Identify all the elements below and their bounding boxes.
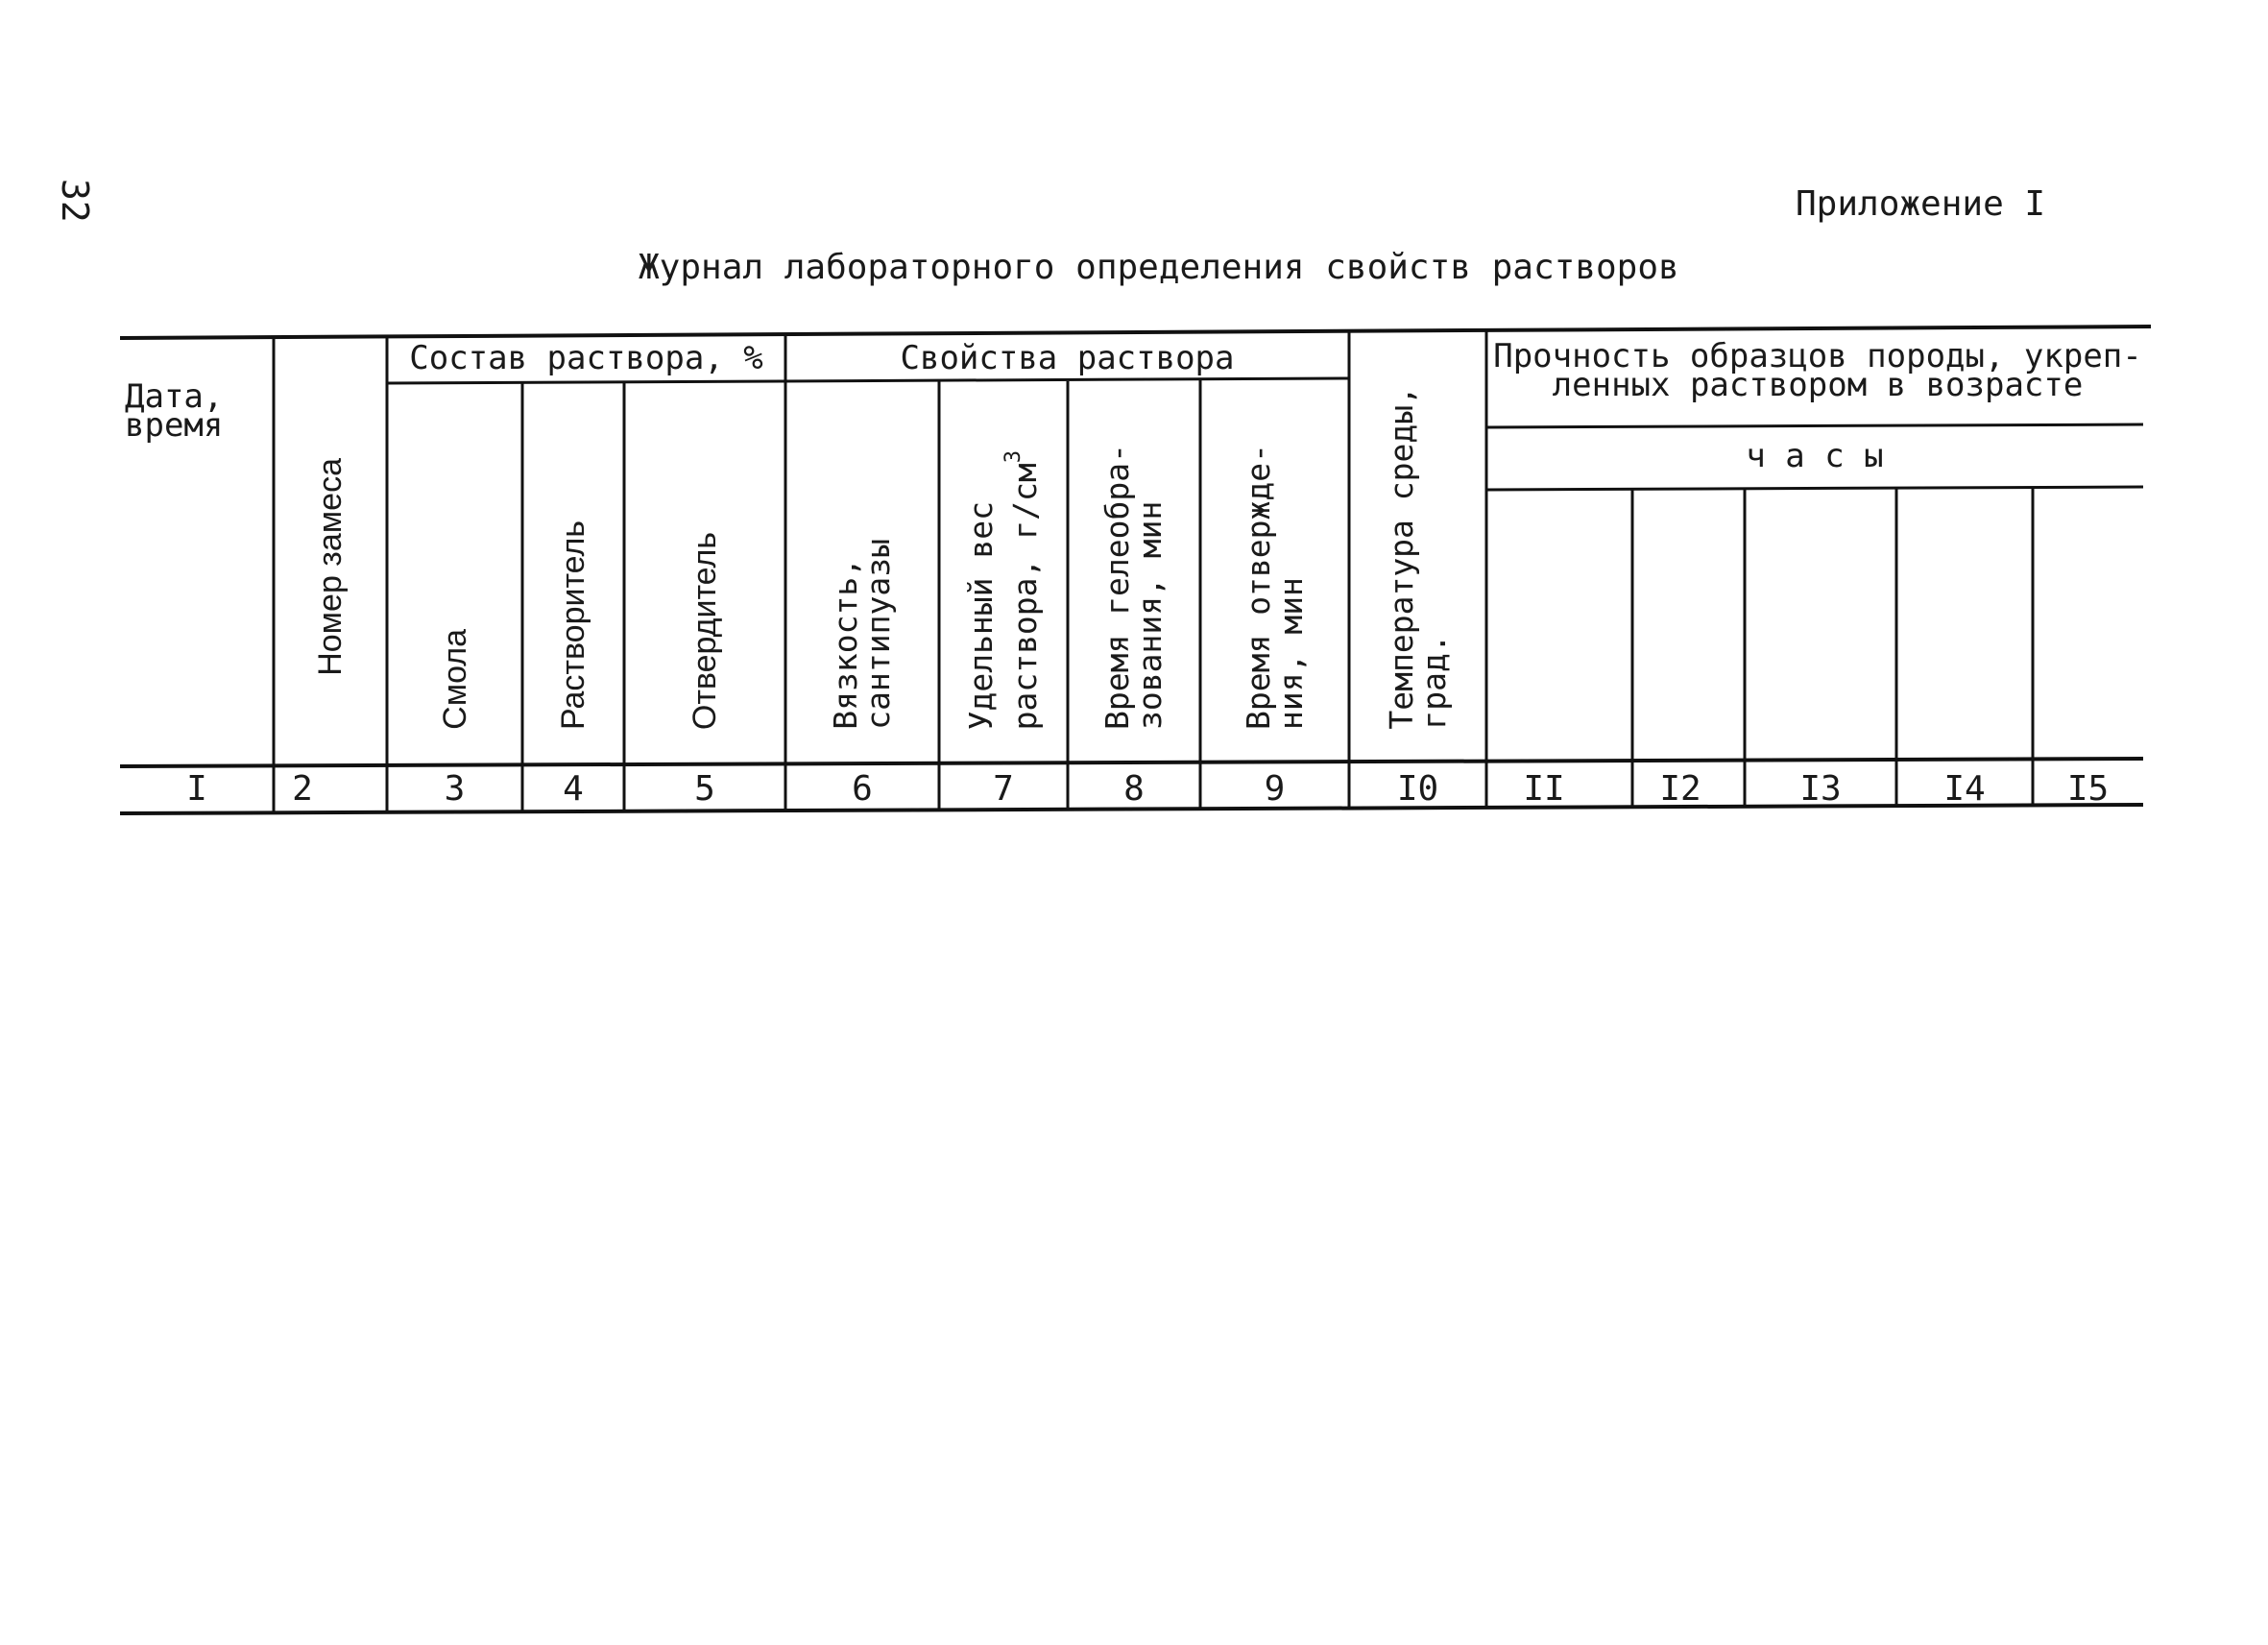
appendix-label: Приложение I (1796, 184, 2046, 224)
col-number-7: 7 (993, 769, 1014, 809)
col-number-8: 8 (1123, 769, 1145, 809)
col-number-10: I0 (1396, 769, 1439, 809)
col-number-9: 9 (1264, 769, 1286, 809)
col-number-13: I3 (1799, 769, 1842, 809)
document-title: Журнал лабораторного определения свойств растворов (639, 248, 1679, 287)
col-resin-header: Смола (436, 629, 473, 730)
properties-group-header: Свойства раствора (900, 339, 1235, 377)
col-number-15: I5 (2066, 769, 2110, 809)
col-number-2: 2 (292, 769, 313, 809)
col-batch-header: Номер замеса (312, 457, 349, 676)
hours-header: ч а с ы (1746, 437, 1884, 475)
col-number-3: 3 (444, 769, 466, 809)
composition-group-header: Состав раствора, % (409, 339, 763, 377)
col-number-14: I4 (1943, 769, 1986, 809)
col-cure-time-header: Время отвержде- ния, мин (1239, 443, 1310, 730)
col-density-header: Удельный вес раствора, $г/см^3$ (962, 449, 1044, 730)
strength-group-header: Прочность образцов породы, укреп- ленных раствором в возрасте (1493, 337, 2142, 404)
col-number-12: I2 (1659, 769, 1701, 809)
col-gel-time-header: Время гелеобра- зования, мин (1098, 443, 1169, 730)
col-solvent-header: Растворитель (555, 520, 591, 730)
col-number-11: II (1523, 769, 1565, 809)
col-number-1: I (186, 769, 207, 809)
col-viscosity-header: Вязкость, сантипуазы (827, 539, 897, 730)
col-hardener-header: Отвердитель (687, 531, 723, 730)
col-date-header: Дата, время (125, 377, 224, 445)
col-number-6: 6 (852, 769, 873, 809)
col-temperature-header: Температура среды, град. (1382, 386, 1453, 730)
col-number-4: 4 (563, 769, 584, 809)
col-number-5: 5 (694, 769, 715, 809)
page-number: 32 (54, 179, 96, 223)
